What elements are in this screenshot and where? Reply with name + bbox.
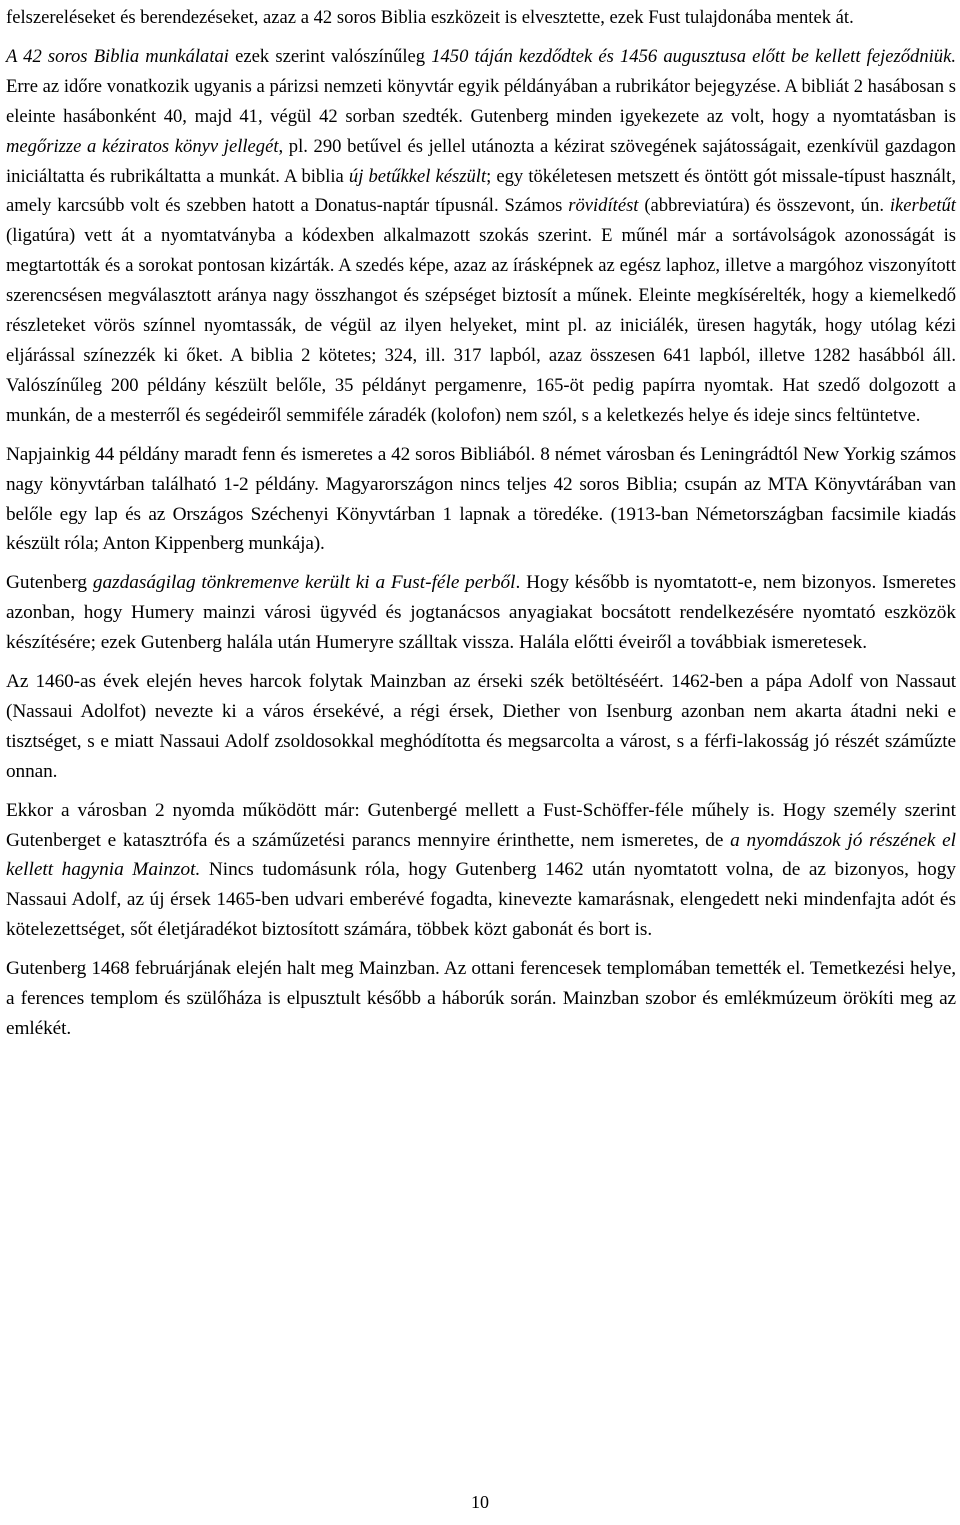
paragraph-7 bbox=[6, 954, 956, 1044]
emphasized-text: megőrizze a kéziratos könyv jellegét bbox=[6, 135, 279, 157]
text-run: Ekkor a városban 2 nyomda működött már: Gutenbergé mellett a Fust-Schöffer-féle műhely is. Hogy személy szerint Gutenberget e katasztrófa és a száműzetési parancs mennyire érinthette, nem ismeretes, de bbox=[6, 799, 956, 851]
emphasized-text: a nyomdászok jó részének el kellett hagynia Mainzot. bbox=[6, 829, 956, 881]
text-run: (ligatúra) vett át a nyomtatványba a kódexben alkalmazott szokás szerint. E műnél már a sortávolságok azonosságát is megtartották és a sorokat pontosan kizárták. A szedés képe, azaz az írásképnek az egész laphoz, illetve a margóhoz viszonyított szerencsésen megválasztott aránya nagy összhangot és szépséget biztosít a műnek. Eleinte megkísérelték, hogy a kiemelkedő részleteket vörös színnel nyomtassák, de végül az ilyen helyeket, mint pl. az iniciálék, üresen hagyták, hogy utólag kézi eljárással színezzék ki őket. A biblia 2 kötetes; 324, ill. 317 lapból, azaz összesen 641 lapból, illetve 1282 hasábból áll. Valószínűleg 200 példány készült belőle, 35 példányt pergamenre, 165-öt pedig papírra nyomtak. Hat szedő dolgozott a munkán, de a mesterről és segédeiről semmiféle záradék (kolofon) nem szól, s a keletkezés helye és ideje sincs feltüntetve. bbox=[6, 225, 956, 426]
text-run: Gutenberg 1468 februárjának elején halt meg Mainzban. Az ottani ferencesek templomában temették el. Temetkezési helye, a ferences templom és szülőháza is elpusztult később a háborúk során. Mainzban szobor és emlékmúzeum örökíti meg az emlékét. bbox=[6, 958, 956, 1039]
paragraph-3 bbox=[6, 440, 956, 560]
paragraph-4 bbox=[6, 568, 956, 658]
text-run: Gutenberg bbox=[6, 572, 93, 594]
text-run: felszereléseket és berendezéseket, azaz a 42 soros Biblia eszközeit is elvesztette, ezek Fust tulajdonába mentek át. bbox=[6, 7, 854, 28]
text-run: . Hogy később is nyomtatott-e, nem bizonyos. Ismeretes azonban, hogy Humery mainzi városi ügyvéd és jogtanácsos anyagiakat bocsátott rendelkezésére nyomtató eszközök készítésére; ezek Gutenberg halála után Humeryre szálltak vissza. Halála előtti éveiről a továbbiak ismeretesek. bbox=[6, 572, 956, 654]
paragraph-6 bbox=[6, 796, 956, 946]
text-run: Napjainkig 44 példány maradt fenn és ismeretes a 42 soros Bibliából. 8 német városban és Leningrádtól New Yorkig számos nagy könyvtárban található 1-2 példány. Magyarországon nincs teljes 42 soros Biblia; csupán az MTA Könyvtárában van belőle egy lap és az Országos Széchenyi Könyvtárban 1 lapnak a töredéke. (1913-ban Németországban facsimile kiadás készült róla; Anton Kippenberg munkája). bbox=[6, 443, 956, 555]
emphasized-text: 1450 táján kezdődtek és 1456 augusztusa előtt be kellett fejeződniük. bbox=[431, 45, 956, 67]
paragraph-5 bbox=[6, 667, 956, 787]
paragraph-2 bbox=[6, 42, 956, 431]
text-run: (abbreviatúra) és összevont, ún. bbox=[638, 195, 890, 217]
document-page bbox=[6, 3, 956, 1044]
text-run: ; egy tökéletesen metszett és öntött gót missale-típust használt, amely karcsúbb volt és szebben hatott a Donatus-naptár típusnál. Számos bbox=[6, 165, 956, 217]
emphasized-text: ikerbetűt bbox=[889, 195, 956, 217]
emphasized-text: rövidítést bbox=[568, 195, 639, 217]
emphasized-text: gazdaságilag tönkremenve került ki a Fust-féle perből bbox=[92, 572, 516, 594]
page-number: 10 bbox=[471, 1492, 489, 1512]
text-run: ezek szerint valószínűleg bbox=[235, 45, 432, 67]
emphasized-text: új betűkkel készült bbox=[348, 165, 487, 187]
text-run: Nincs tudomásunk róla, hogy Gutenberg 1462 után nyomtatott volna, de az bizonyos, hogy Nassaui Adolf, az új érsek 1465-ben udvari emberévé fogadta, kinevezte kamarásnak, elengedett neki mindenfajta adót és kötelezettséget, sőt életjáradékot biztosított számára, többek közt gabonát és bort is. bbox=[6, 859, 956, 941]
text-run: Az 1460-as évek elején heves harcok folytak Mainzban az érseki szék betöltéséért. 1462-ben a pápa Adolf von Nassaut (Nassaui Adolfot) nevezte ki a város érsekévé, a régi érsek, Diether von Isenburg azonban nem akarta átadni neki e tisztséget, s e miatt Nassaui Adolf zsoldosokkal meghódította és megsarcolta a várost, s a férfi-lakosság jó részét száműzte onnan. bbox=[6, 671, 956, 782]
emphasized-text: A 42 soros Biblia munkálatai bbox=[6, 45, 236, 67]
paragraph-1 bbox=[6, 3, 956, 33]
text-run: Erre az időre vonatkozik ugyanis a párizsi nemzeti könyvtár egyik példányában a rubrikátor bejegyzése. A bibliát 2 hasábosan s eleinte hasábonként 40, majd 41, végül 42 sorban szedték. Gutenberg minden igyekezete az volt, hogy a nyomtatásban is bbox=[6, 75, 956, 127]
text-run: , pl. 290 betűvel és jellel utánozta a kézirat szövegének sajátosságait, ezenkívül gazdagon iniciáltatta és rubrikáltatta a munkát. A biblia bbox=[6, 135, 956, 187]
